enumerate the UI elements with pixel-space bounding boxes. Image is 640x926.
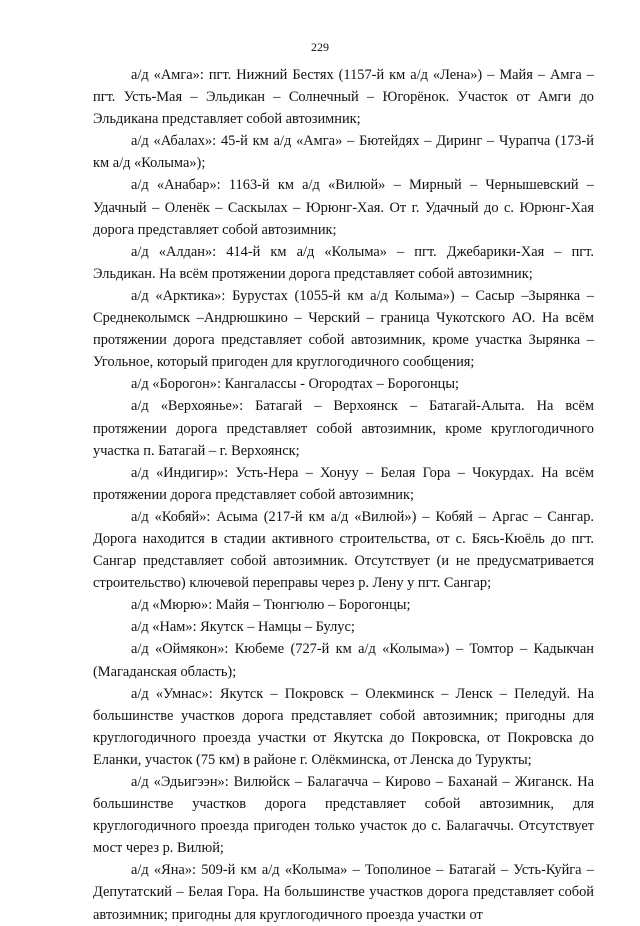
paragraph-verkhoyanye: а/д «Верхоянье»: Батагай – Верхоянск – Батагай-Алыта. На всём протяжении дорога представляет собой автозимник, кроме круглогодичного участка п. Батагай – г. Верхоянск; [93,398,594,459]
paragraph-anabar: а/д «Анабар»: 1163-й км а/д «Вилюй» – Мирный – Чернышевский – Удачный – Оленёк – Саскылах – Юрюнг-Хая. От г. Удачный до с. Юрюнг-Хая дорога представляет собой автозимник; [93,177,594,238]
page-body [93,64,594,926]
paragraph-indigir: а/д «Индигир»: Усть-Нера – Хонуу – Белая Гора – Чокурдах. На всём протяжении дорога представляет собой автозимник; [93,464,594,503]
paragraph-borogon: а/д «Борогон»: Кангалассы - Огородтах – Борогонцы; [131,376,460,393]
paragraph-amga: а/д «Амга»: пгт. Нижний Бестях (1157-й км а/д «Лена») – Майя – Амга – пгт. Усть-Мая – Эльдикан – Солнечный – Югорёнок. Участок от Амги до Эльдикана представляет собой автозимник; [93,67,594,128]
paragraph-kobyay: а/д «Кобяй»: Асыма (217-й км а/д «Вилюй») – Кобяй – Аргас – Сангар. Дорога находится в стадии активного строительства, от с. Бясь-Кюёль до пгт. Сангар представляет собой автозимник. Отсутствует (и не предусматривается строительство) ключевой переправы через р. Лену у пгт. Сангар; [93,508,594,592]
paragraph-oymyakon: а/д «Оймякон»: Кюбеме (727-й км а/д «Колыма») – Томтор – Кадыкчан (Магаданская область); [93,641,594,680]
page-number: 229 [311,40,329,54]
paragraph-abalakh: а/д «Абалах»: 45-й км а/д «Амга» – Бютейдях – Диринг – Чурапча (173-й км а/д «Колыма»); [93,133,594,172]
paragraph-umnas: а/д «Умнас»: Якутск – Покровск – Олекминск – Ленск – Пеледуй. На большинстве участков дорога представляет собой автозимник; пригодны для круглогодичного проезда участки от Якутска до Покровска, от Покровска до Еланки, участок (75 км) в районе г. Олёкминска, от Ленска до Турукты; [93,685,594,768]
paragraph-yana: а/д «Яна»: 509-й км а/д «Колыма» – Тополиное – Батагай – Усть-Куйга – Депутатский – Белая Гора. На большинстве участков дорога представляет собой автозимник; пригодны для круглогодичного проезда участки от [93,862,594,923]
paragraph-aldan: а/д «Алдан»: 414-й км а/д «Колыма» – пгт. Джебарики-Хая – пгт. Эльдикан. На всём протяжении дорога представляет собой автозимник; [93,243,594,282]
paragraph-edyigeen: а/д «Эдьигээн»: Вилюйск – Балагачча – Кирово – Баханай – Жиганск. На большинстве участков дорога представляет собой автозимник, для круглогодичного проезда пригоден только участок до с. Балагаччы. Отсутствует мост через р. Вилюй; [93,774,594,857]
paragraph-nam: а/д «Нам»: Якутск – Намцы – Булус; [131,619,355,636]
paragraph-myuryu: а/д «Мюрю»: Майя – Тюнгюлю – Борогонцы; [131,597,411,614]
paragraph-arktika: а/д «Арктика»: Бурустах (1055-й км а/д Колыма») – Сасыр –Зырянка – Среднеколымск –Андрюшкино – Черский – граница Чукотского АО. На всём протяжении дорога представляет собой автозимник, кроме участка Зырянка – Угольное, который пригоден для круглогодичного сообщения; [93,287,594,371]
